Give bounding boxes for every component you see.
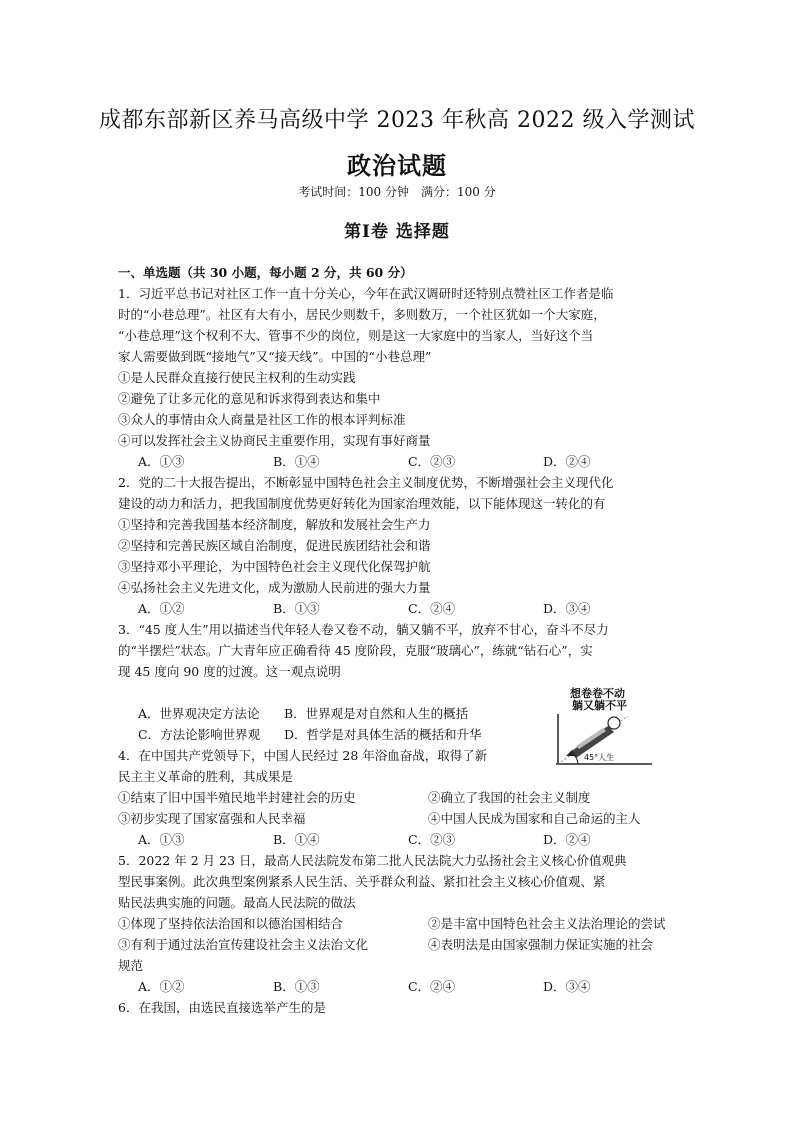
subject-title: 政治试题: [347, 151, 447, 180]
statement-item-continued: 规范: [118, 958, 144, 973]
answer-options: [118, 598, 678, 619]
section-title: 第Ⅰ卷 选择题: [344, 222, 450, 242]
option-d: D．②④: [543, 832, 591, 847]
statement-item: ④表明法是由国家强制力保证实施的社会: [428, 937, 654, 952]
cartoon-figure: [548, 686, 658, 770]
question-text-line: “小巷总理”这个权利不大、管事不少的岗位，则是这一大家庭中的当家人，当好这个当: [118, 328, 594, 343]
option-d: D．③④: [543, 601, 591, 616]
question-2: [118, 472, 678, 619]
statement-item: ④弘扬社会主义先进文化，成为激励人民前进的强大力量: [118, 580, 431, 595]
question-1: [118, 283, 678, 472]
option-d: D．③④: [543, 979, 591, 994]
statement-item: ①是人民群众直接行使民主权利的生动实践: [118, 370, 356, 385]
answer-options: [118, 976, 678, 997]
option-c: C．②③: [408, 832, 456, 847]
option-c: C．②④: [408, 979, 456, 994]
statement-row: [118, 808, 678, 829]
reclining-person-icon: [566, 717, 620, 758]
statement-row: [118, 913, 678, 934]
question-text-line: 时的“小巷总理”。社区有大有小，居民少则数千，多则数万，一个社区犹如一个大家庭，: [118, 307, 606, 322]
answer-options: [118, 451, 678, 472]
question-text-line: 4．在中国共产党领导下，中国人民经过 28 年浴血奋战，取得了新: [118, 748, 488, 763]
statement-item: ③众人的事情由众人商量是社区工作的根本评判标准: [118, 412, 406, 427]
question-text-line: 的“半摆烂”状态。广大青年应正确看待 45 度阶段，克服“玻璃心”，练就“钻石心”，实: [118, 643, 593, 658]
exam-title: 成都东部新区养马高级中学 2023 年秋高 2022 级入学测试: [99, 108, 695, 133]
question-text-line: 贴民法典实施的问题。最高人民法院的做法: [118, 895, 356, 910]
statement-item: ①坚持和完善我国基本经济制度，解放和发展社会生产力: [118, 517, 431, 532]
statement-row: [118, 934, 678, 955]
statement-item: ③初步实现了国家富强和人民幸福: [118, 811, 306, 826]
statement-item: ②坚持和完善民族区域自治制度，促进民族团结社会和谐: [118, 538, 431, 553]
option-c: C．②③: [408, 454, 456, 469]
option-a: A．世界观决定方法论: [138, 706, 260, 721]
statement-item: ②是丰富中国特色社会主义法治理论的尝试: [428, 916, 666, 931]
statement-row: [118, 787, 678, 808]
statement-item: ③有利于通过法治宣传建设社会主义法治文化: [118, 937, 369, 952]
question-text-line: 5．2022 年 2 月 23 日，最高人民法院发布第二批人民法院大力弘扬社会主义核心价值观典: [118, 853, 627, 868]
option-c: C．②④: [408, 601, 456, 616]
option-a: A．①③: [138, 454, 185, 469]
question-text-line: 1．习近平总书记对社区工作一直十分关心，今年在武汉调研时还特别点赞社区工作者是临: [118, 286, 614, 301]
option-d: D．②④: [543, 454, 591, 469]
question-text-line: 民主主义革命的胜利，其成果是: [118, 769, 294, 784]
option-b: B．世界观是对自然和人生的概括: [284, 706, 469, 721]
cartoon-caption-top1: 想卷卷不动: [570, 687, 625, 700]
question-6: [118, 997, 678, 1018]
question-text-line: 3．“45 度人生”用以描述当代年轻人卷又卷不动，躺又躺不平，放弃不甘心，奋斗不尽力: [118, 622, 609, 637]
question-5: [118, 850, 678, 997]
option-b: B．①③: [273, 601, 320, 616]
cartoon-caption-bottom: 45°人生: [584, 753, 615, 762]
cartoon-caption-top2: 躺又躺不平: [572, 699, 627, 712]
option-a: A．①③: [138, 832, 185, 847]
part-heading: 一、单选题（共 30 小题，每小题 2 分，共 60 分）: [118, 265, 413, 280]
statement-item: ④中国人民成为国家和自己命运的主人: [428, 811, 641, 826]
answer-options: [118, 829, 678, 850]
option-a: A．①②: [138, 979, 185, 994]
question-text-line: 型民事案例。此次典型案例紧系人民生活、关乎群众利益、紧扣社会主义核心价值观、紧: [118, 874, 606, 889]
option-b: B．①④: [273, 832, 320, 847]
statement-item: ②确立了我国的社会主义制度: [428, 790, 591, 805]
exam-info: 考试时间：100 分钟 满分：100 分: [298, 185, 496, 199]
question-body: [118, 262, 678, 1018]
option-b: B．①④: [273, 454, 320, 469]
statement-item: ①结束了旧中国半殖民地半封建社会的历史: [118, 790, 356, 805]
statement-item: ③坚持邓小平理论，为中国特色社会主义现代化保驾护航: [118, 559, 431, 574]
question-text-line: 家人需要做到既“接地气”又“接天线”。中国的“小巷总理”: [118, 349, 432, 364]
question-text-line: 现 45 度向 90 度的过渡。这一观点说明: [118, 664, 341, 679]
question-text-line: 2．党的二十大报告提出，不断彰显中国特色社会主义制度优势，不断增强社会主义现代化: [118, 475, 614, 490]
option-a: A．①②: [138, 601, 185, 616]
option-d: D．哲学是对具体生活的概括和升华: [284, 727, 482, 742]
question-text-line: 建设的动力和活力，把我国制度优势更好转化为国家治理效能，以下能体现这一转化的有: [118, 496, 606, 511]
statement-item: ④可以发挥社会主义协商民主重要作用，实现有事好商量: [118, 433, 431, 448]
statement-item: ①体现了坚持依法治国和以德治国相结合: [118, 916, 344, 931]
statement-item: ②避免了让多元化的意见和诉求得到表达和集中: [118, 391, 381, 406]
option-c: C．方法论影响世界观: [138, 727, 261, 742]
question-text-line: 6．在我国，由选民直接选举产生的是: [118, 1000, 326, 1015]
option-b: B．①③: [273, 979, 320, 994]
